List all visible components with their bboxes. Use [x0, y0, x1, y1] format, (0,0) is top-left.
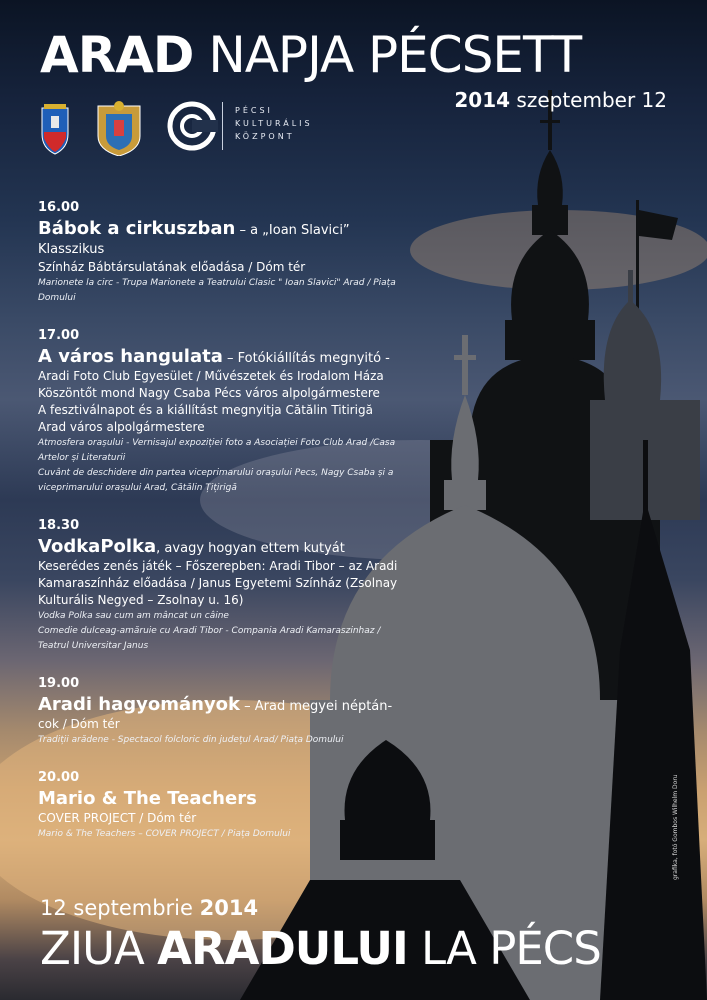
- ro-date-year: 2014: [199, 896, 259, 920]
- pkk-logo-icon: [170, 104, 218, 148]
- arad-crest-icon: [42, 104, 68, 154]
- event-ro-line: Teatrul Universitar Janus: [38, 641, 149, 651]
- pkk-text: [235, 104, 313, 143]
- event-line: cok / Dóm tér: [38, 717, 120, 731]
- event-ro-line: Cuvânt de deschidere din partea viceprimarului orașului Pecs, Nagy Csaba și a: [38, 468, 394, 478]
- event-ro-line: Domului: [38, 293, 76, 303]
- event-ro-line: Mario & The Teachers – COVER PROJECT / Piața Domului: [38, 829, 291, 839]
- event-title: A város hangulata: [38, 346, 223, 367]
- pecs-crest-icon: [98, 101, 140, 156]
- ro-title-1: ZIUA: [40, 922, 144, 975]
- event-item: [38, 328, 410, 496]
- event-line: Köszöntőt mond Nagy Csaba Pécs város alpolgármestere: [38, 386, 380, 400]
- event-line: Aradi Foto Club Egyesület / Művészetek és Irodalom Háza: [38, 369, 384, 383]
- event-title: VodkaPolka: [38, 536, 157, 557]
- event-ro-line: Vodka Polka sau cum am mâncat un câine: [38, 611, 229, 621]
- pkk-line-1: PÉCSI: [235, 106, 273, 115]
- event-time: 16.00: [38, 200, 80, 215]
- event-line: Keserédes zenés játék – Főszerepben: Aradi Tibor – az Aradi: [38, 559, 398, 573]
- ro-date-text: 12 septembrie: [40, 896, 193, 920]
- event-title-tail: – Arad megyei néptán-: [240, 699, 393, 714]
- event-time: 20.00: [38, 770, 80, 785]
- event-title-tail: – Fotókiállítás megnyitó -: [222, 351, 390, 366]
- title-rest: NAPJA PÉCSETT: [208, 26, 582, 84]
- date-text: szeptember 12: [516, 88, 667, 112]
- event-item: [38, 518, 410, 654]
- event-heading: [38, 789, 410, 810]
- event-item: [38, 200, 410, 306]
- event-ro-line: Tradiții arădene - Spectacol folcloric din județul Arad/ Piața Domului: [38, 735, 344, 745]
- event-ro-line: Comedie dulceag-amăruie cu Aradi Tibor - Compania Aradi Kamaraszinhaz /: [38, 626, 381, 636]
- ro-date: [40, 896, 258, 920]
- event-line: Kulturális Negyed – Zsolnay u. 16): [38, 593, 244, 607]
- event-title-tail: , avagy hogyan ettem kutyát: [156, 541, 345, 556]
- ro-title: [40, 922, 601, 975]
- logo-divider: [222, 102, 223, 150]
- event-time: 19.00: [38, 676, 80, 691]
- event-line: Kamaraszínház előadása / Janus Egyetemi Színház (Zsolnay: [38, 576, 398, 590]
- photo-credit: grafika, fotó Gombos Wilhelm Doru: [672, 774, 679, 880]
- event-list: [38, 200, 410, 864]
- event-date: [454, 88, 667, 112]
- event-time: 17.00: [38, 328, 80, 343]
- date-year: 2014: [454, 88, 511, 112]
- event-ro-line: Atmosfera orașului - Vernisajul expoziției foto a Asociației Foto Club Arad /Casa: [38, 438, 396, 448]
- event-ro-line: Marionete la circ - Trupa Marionete a Teatrului Clasic " Ioan Slavici" Arad / Piața: [38, 278, 396, 288]
- event-heading: [38, 695, 410, 716]
- event-heading: [38, 537, 410, 558]
- event-line: Arad város alpolgármestere: [38, 420, 205, 434]
- title-bold: ARAD: [40, 26, 194, 84]
- event-line: COVER PROJECT / Dóm tér: [38, 811, 197, 825]
- event-title: Mario & The Teachers: [38, 788, 257, 809]
- event-title-tail: – a „Ioan Slavici” Klasszikus: [38, 223, 350, 257]
- pkk-line-2: KULTURÁLIS: [235, 119, 313, 128]
- event-heading: [38, 219, 410, 259]
- event-item: [38, 770, 410, 842]
- ro-title-3: LA PÉCS: [421, 922, 601, 975]
- event-line: Színház Bábtársulatának előadása / Dóm tér: [38, 260, 306, 274]
- logo-row: [38, 100, 268, 156]
- pkk-line-3: KÖZPONT: [235, 132, 295, 141]
- page-title: [40, 26, 582, 84]
- event-line: A fesztiválnapot és a kiállítást megnyitja Cătălin Titirigă: [38, 403, 373, 417]
- event-time: 18.30: [38, 518, 80, 533]
- ro-title-2: ARADULUI: [157, 922, 408, 975]
- event-heading: [38, 347, 410, 368]
- event-ro-line: viceprimarului orașului Arad, Cătălin Țițirigă: [38, 483, 237, 493]
- event-title: Aradi hagyományok: [38, 694, 241, 715]
- event-title: Bábok a cirkuszban: [38, 218, 236, 239]
- event-item: [38, 676, 410, 748]
- event-ro-line: Artelor și Literaturii: [38, 453, 126, 463]
